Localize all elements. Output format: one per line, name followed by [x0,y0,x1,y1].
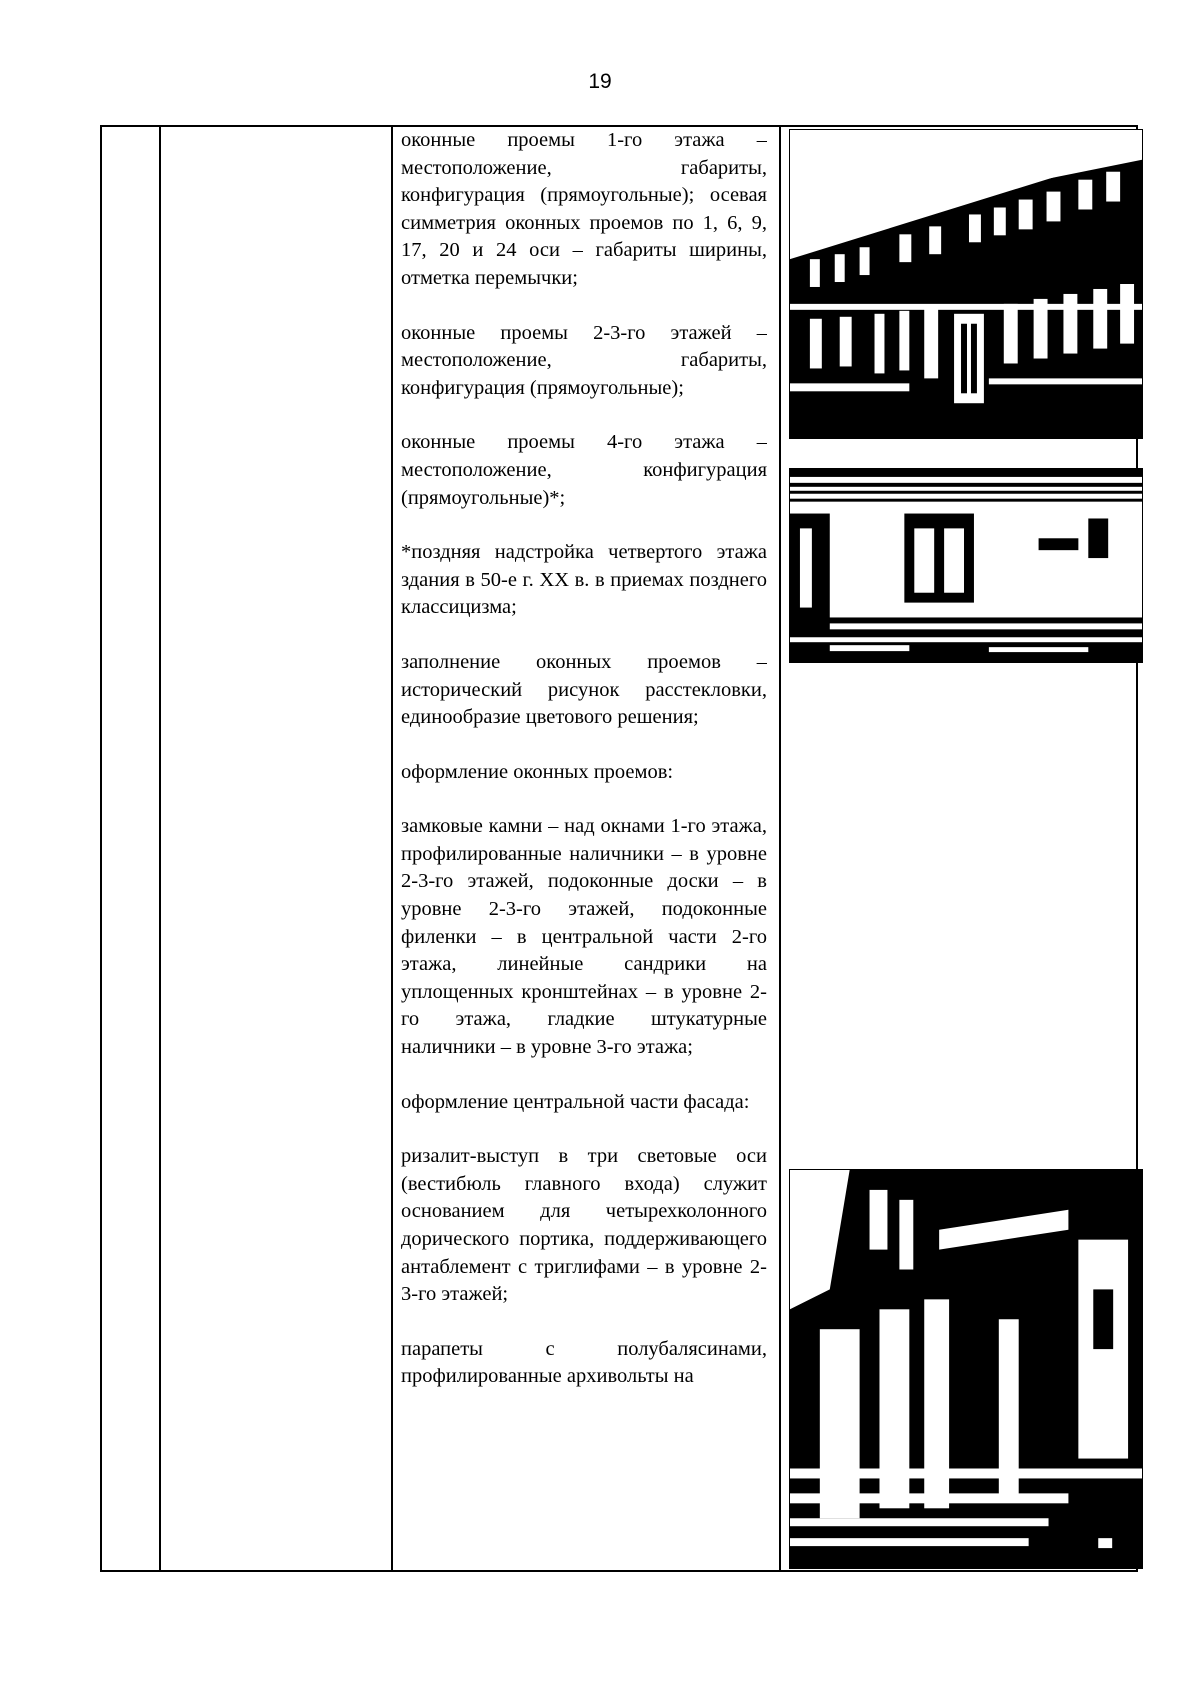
paragraph-window-decor: замковые камни – над окнами 1-го этажа, профилированные наличники – в уровне 2-3-го этажей, подоконные доски – в уровне 2-3-го этажей, подоконные филенки – в центральной части 2-го этажа, линейные сандрики на уплощенных кронштейнах – в уровне 2-го этажа, гладкие штукатурные наличники – в уровне 3-го этажа; [401,815,767,1059]
paragraph-windows-floor-4: оконные проемы 4-го этажа – местоположение, конфигурация (прямоугольные)*; [401,431,767,509]
facade-photo-central-portico [789,1169,1143,1569]
paragraph-central-part-heading: оформление центральной части фасада: [401,1090,750,1113]
paragraph-risalit: ризалит-выступ в три световые оси (вестибюль главного входа) служит основанием для четырехколонного дорического портика, поддерживающего антаблемент с триглифами – в уровне 2-3-го этажей; [401,1145,767,1306]
paragraph-windows-floor-1: оконные проемы 1-го этажа – местоположение, габариты, конфигурация (прямоугольные); осевая симметрия оконных проемов по 1, 6, 9, 17, 20 и 24 оси – габариты ширины, отметка перемычки; [401,129,767,289]
heritage-table [100,125,1138,1572]
facade-photo-fourth-floor [789,468,1143,663]
facade-photo-upper-floors [789,129,1143,439]
column-divider [159,127,161,1570]
page-number: 19 [588,70,612,93]
description-column [401,127,767,1572]
paragraph-parapets: парапеты с полубалясинами, профилированные архивольты на [401,1337,767,1388]
column-divider [779,127,781,1570]
paragraph-window-filling: заполнение оконных проемов – исторический рисунок расстекловки, единообразие цветового решения; [401,650,767,729]
column-divider [391,127,393,1570]
paragraph-windows-floors-2-3: оконные проемы 2-3-го этажей – местоположение, габариты, конфигурация (прямоугольные); [401,321,767,399]
paragraph-window-decor-heading: оформление оконных проемов: [401,760,674,783]
paragraph-footnote: *поздняя надстройка четвертого этажа здания в 50-е г. XX в. в приемах позднего классицизма; [401,541,767,619]
